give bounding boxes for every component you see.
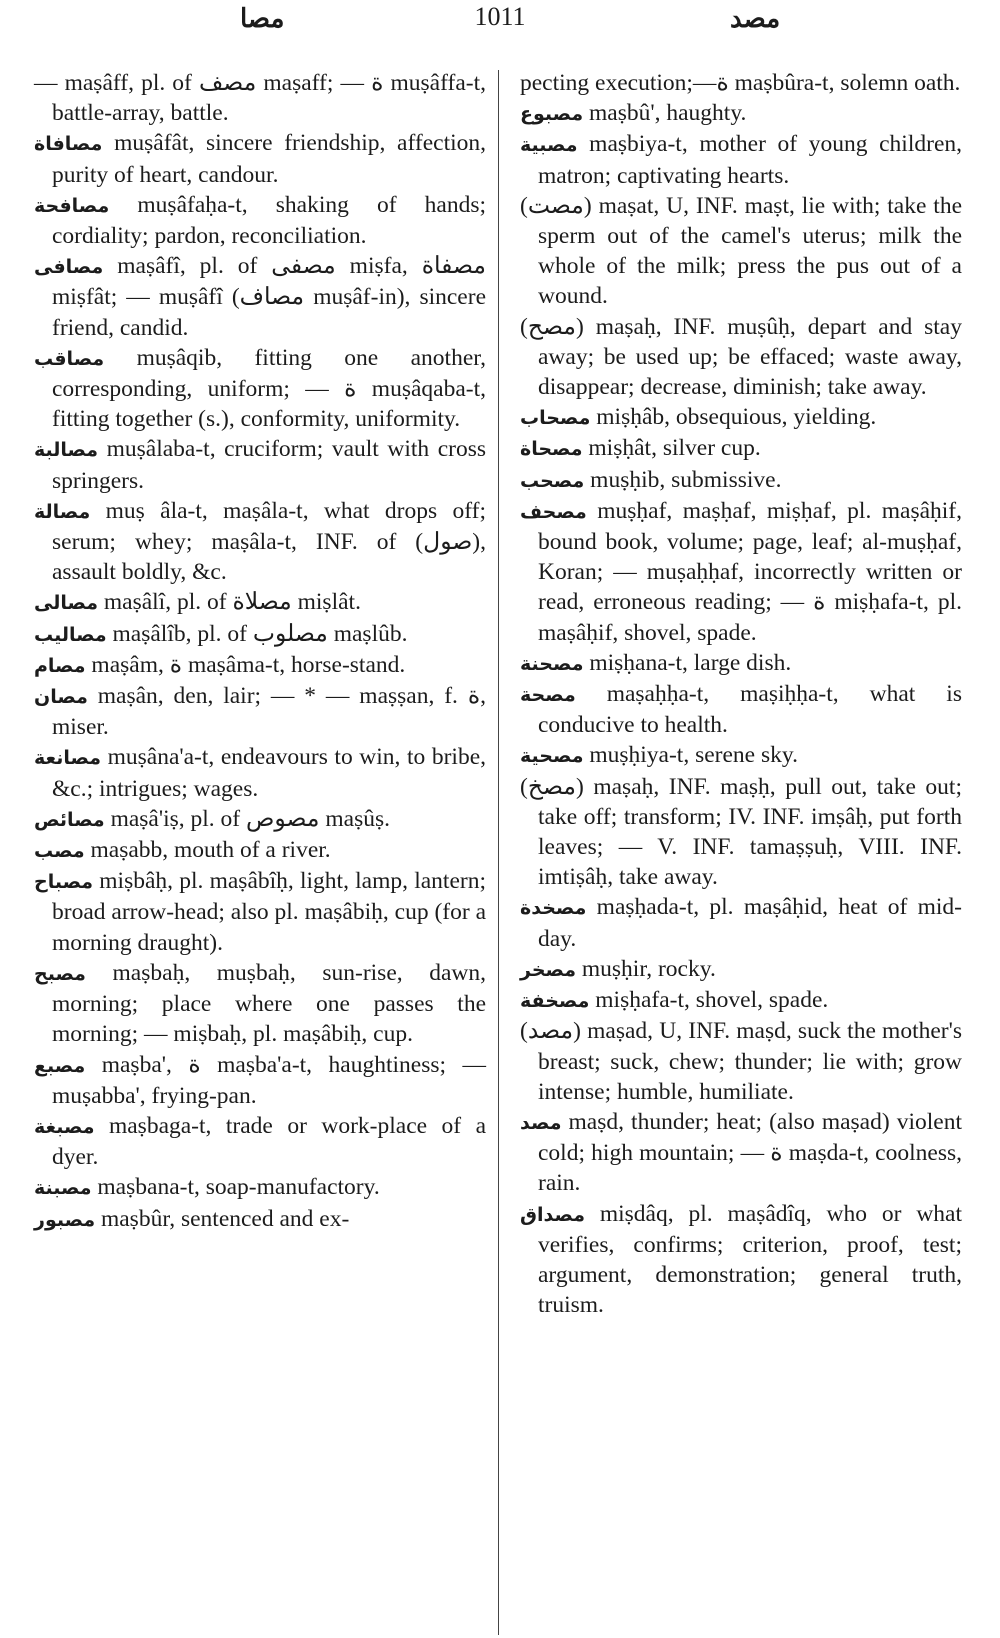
entry-text: muṣâfât, sincere friendship, affection, purity of heart, candour. (52, 130, 487, 188)
headword-arabic: مصخفة (520, 990, 590, 1013)
entry-text: miṣḥât, silver cup. (588, 435, 761, 462)
entry-text: maṣâlîb, pl. of مصلوب maṣlûb. (112, 620, 408, 647)
headword-arabic: مصبية (520, 134, 578, 157)
entry-text: maṣbû', haughty. (589, 100, 747, 127)
headword-arabic: مصحف (520, 500, 587, 523)
dictionary-entry (34, 1172, 486, 1203)
dictionary-entry (520, 68, 962, 98)
entry-text: maṣâfî, pl. of مصفى miṣfa, مصفاة miṣfât; — muṣâfî (مصاف muṣâf-in), sincere friend, candid. (52, 253, 487, 341)
entry-text: miṣḥâb, obsequious, yielding. (596, 404, 877, 431)
entry-text: — maṣâff, pl. of مصف maṣaff; — ة muṣâffa-t, battle-array, battle. (34, 70, 486, 127)
dictionary-entry (34, 866, 486, 958)
dictionary-entry (34, 343, 486, 435)
entry-text: miṣbâḥ, pl. maṣâbîḥ, light, lamp, lantern; broad arrow-head; also pl. maṣâbiḥ, cup (for a morning draught). (52, 868, 486, 956)
headword-arabic: مصافاة (34, 133, 103, 156)
entry-text: muṣâqib, fitting one another, corresponding, uniform; — ة muṣâqaba-t, fitting together (s.), conformity, uniformity. (52, 344, 487, 433)
headword-arabic: مصبغة (34, 1115, 95, 1138)
dictionary-entry (34, 1050, 486, 1111)
entry-text: pecting execution;—ة maṣbûra-t, solemn oath. (520, 70, 961, 96)
entry-text: maṣd, thunder; heat; (also maṣad) violent cold; high mountain; — ة maṣda-t, coolness, rain. (538, 1108, 962, 1197)
entry-text: miṣḥana-t, large dish. (589, 649, 792, 676)
headword-arabic: مصان (34, 686, 88, 709)
dictionary-entry (520, 892, 962, 953)
entry-text: maṣḥada-t, pl. maṣâḥid, heat of mid-day. (538, 894, 963, 952)
left-column (34, 68, 486, 1235)
dictionary-entry (34, 251, 486, 343)
dictionary-entry (34, 1204, 486, 1235)
dictionary-entry (34, 650, 486, 681)
entry-text: (مصت) maṣat, U, INF. maṣt, lie with; take the sperm out of the camel's uterus; milk the whole of the milk; press the pus out of a wound. (520, 192, 962, 310)
headword-arabic: مصبور (34, 1208, 96, 1231)
dictionary-entry (520, 1107, 962, 1199)
headword-arabic: مصخر (520, 958, 576, 981)
dictionary-entry (34, 496, 486, 588)
entry-text: muṣḥib, submissive. (590, 466, 782, 493)
entry-text: miṣdâq, pl. maṣâdîq, who or what verifies, confirms; criterion, proof, test; argument, demonstration; general truth, truism. (538, 1200, 962, 1319)
dictionary-entry (520, 312, 962, 403)
dictionary-entry (520, 129, 962, 190)
dictionary-entry (520, 740, 962, 771)
dictionary-entry (520, 954, 962, 985)
entry-text: muṣâfaḥa-t, shaking of hands; cordiality; pardon, reconciliation. (52, 191, 487, 250)
dictionary-entry (34, 434, 486, 495)
dictionary-entry (520, 465, 962, 496)
entry-text: maṣbaḥ, muṣbaḥ, sun-rise, dawn, morning; place where one passes the morning; — miṣbaḥ, pl. maṣâbiḥ, cup. (52, 959, 486, 1048)
entry-text: maṣbaga-t, trade or work-place of a dyer. (52, 1112, 486, 1171)
dictionary-entry (520, 648, 962, 679)
headword-arabic: مصائص (34, 808, 105, 831)
headword-arabic: مصب (34, 840, 85, 863)
column-divider (498, 70, 499, 1635)
dictionary-entry (34, 742, 486, 803)
headword-arabic: مصافحة (34, 194, 110, 217)
entry-text: muṣâlaba-t, cruciform; vault with cross springers. (52, 436, 486, 494)
dictionary-entry (520, 496, 962, 648)
headword-arabic: مصبوع (520, 103, 584, 126)
entry-text: maṣbiya-t, mother of young children, matron; captivating hearts. (538, 131, 963, 189)
entry-text: maṣâlî, pl. of مصلاة miṣlât. (103, 589, 361, 616)
dictionary-entry (520, 985, 962, 1016)
dictionary-entry (34, 190, 486, 251)
headword-arabic: مصالة (34, 500, 91, 523)
dictionary-entry (34, 587, 486, 618)
page-header (0, 0, 1000, 40)
headword-arabic: مصبنة (34, 1177, 92, 1200)
entry-text: maṣâ'iṣ, pl. of مصوص maṣûṣ. (110, 805, 391, 832)
dictionary-entry (520, 772, 962, 893)
entry-text: (مصح) maṣaḥ, INF. muṣûḥ, depart and stay away; be used up; be effaced; waste away, disappear; decrease, diminish; take away. (520, 313, 962, 401)
headword-arabic: مصالبة (34, 439, 99, 462)
entry-text: maṣabb, mouth of a river. (90, 837, 331, 864)
headword-arabic: مصاقب (34, 347, 105, 370)
dictionary-entry (34, 835, 486, 866)
header-right-word: مصد (730, 4, 781, 34)
dictionary-entry (34, 68, 486, 128)
headword-arabic: مصحنة (520, 652, 584, 675)
entry-text: muṣ âla-t, maṣâla-t, what drops off; serum; whey; maṣâla-t, INF. of (صول), assault boldly, &c. (52, 497, 486, 586)
entry-text: maṣâm, ة maṣâma-t, horse-stand. (91, 651, 406, 678)
right-column (520, 68, 962, 1320)
headword-arabic: مصاليب (34, 623, 107, 646)
entry-text: maṣân, den, lair; — * — maṣṣan, f. ة, miser. (52, 683, 487, 741)
dictionary-entry (34, 128, 486, 189)
entry-text: (مصخ) maṣaḥ, INF. maṣḥ, pull out, take out; take off; transform; IV. INF. imṣâḥ, put forth leaves; — V. INF. tamaṣṣuḥ, VIII. INF. imtiṣâḥ, take away. (520, 773, 962, 891)
headword-arabic: مصحاة (520, 438, 583, 461)
dictionary-entry (520, 679, 962, 740)
headword-arabic: مصانعة (34, 747, 102, 770)
dictionary-entry (34, 681, 486, 742)
dictionary-entry (34, 619, 486, 650)
entry-text: (مصد) maṣad, U, INF. maṣd, suck the mother's breast; suck, chew; thunder; lie with; grow intense; humble, humiliate. (520, 1018, 962, 1105)
headword-arabic: مصالى (34, 592, 98, 615)
dictionary-entry (520, 1016, 962, 1107)
entry-text: maṣbana-t, soap-manufactory. (97, 1174, 380, 1201)
dictionary-entry (34, 804, 486, 835)
headword-arabic: مصباح (34, 871, 94, 894)
headword-arabic: مصبع (34, 1054, 86, 1077)
dictionary-entry (520, 98, 962, 129)
headword-arabic: مصافى (34, 256, 104, 279)
headword-arabic: مصحية (520, 745, 584, 768)
entry-text: maṣaḥḥa-t, maṣiḥḥa-t, what is conducive to health. (538, 681, 962, 739)
headword-arabic: مصام (34, 654, 86, 677)
headword-arabic: مصحب (520, 469, 585, 492)
entry-text: muṣḥir, rocky. (581, 955, 716, 982)
page-number: 1011 (474, 2, 526, 31)
dictionary-entry (520, 1199, 962, 1321)
entry-text: muṣâna'a-t, endeavours to win, to bribe, &c.; intrigues; wages. (52, 744, 486, 802)
headword-arabic: مصبح (34, 962, 86, 985)
entry-text: muṣḥiya-t, serene sky. (589, 742, 798, 769)
entry-text: muṣḥaf, maṣḥaf, miṣḥaf, pl. maṣâḥif, bound book, volume; page, leaf; al-muṣḥaf, Koran; — muṣaḥḥaf, incorrectly written or read, erroneous reading; — ة miṣḥafa-t, pl. maṣâḥif, shovel, spade. (538, 497, 963, 646)
dictionary-entry (34, 958, 486, 1050)
headword-arabic: مصحاب (520, 407, 591, 430)
entry-text: maṣbûr, sentenced and ex- (100, 1205, 350, 1232)
entry-text: maṣba', ة maṣba'a-t, haughtiness; — muṣabba', frying-pan. (52, 1051, 486, 1109)
dictionary-entry (520, 402, 962, 433)
header-left-word: مصا (240, 4, 285, 34)
entry-text: miṣḥafa-t, shovel, spade. (595, 987, 829, 1014)
dictionary-entry (520, 191, 962, 312)
headword-arabic: مصداق (520, 1203, 585, 1226)
dictionary-entry (34, 1111, 486, 1172)
headword-arabic: مصد (520, 1111, 562, 1134)
headword-arabic: مصحة (520, 684, 576, 707)
headword-arabic: مصخدة (520, 897, 587, 920)
dictionary-entry (520, 433, 962, 464)
